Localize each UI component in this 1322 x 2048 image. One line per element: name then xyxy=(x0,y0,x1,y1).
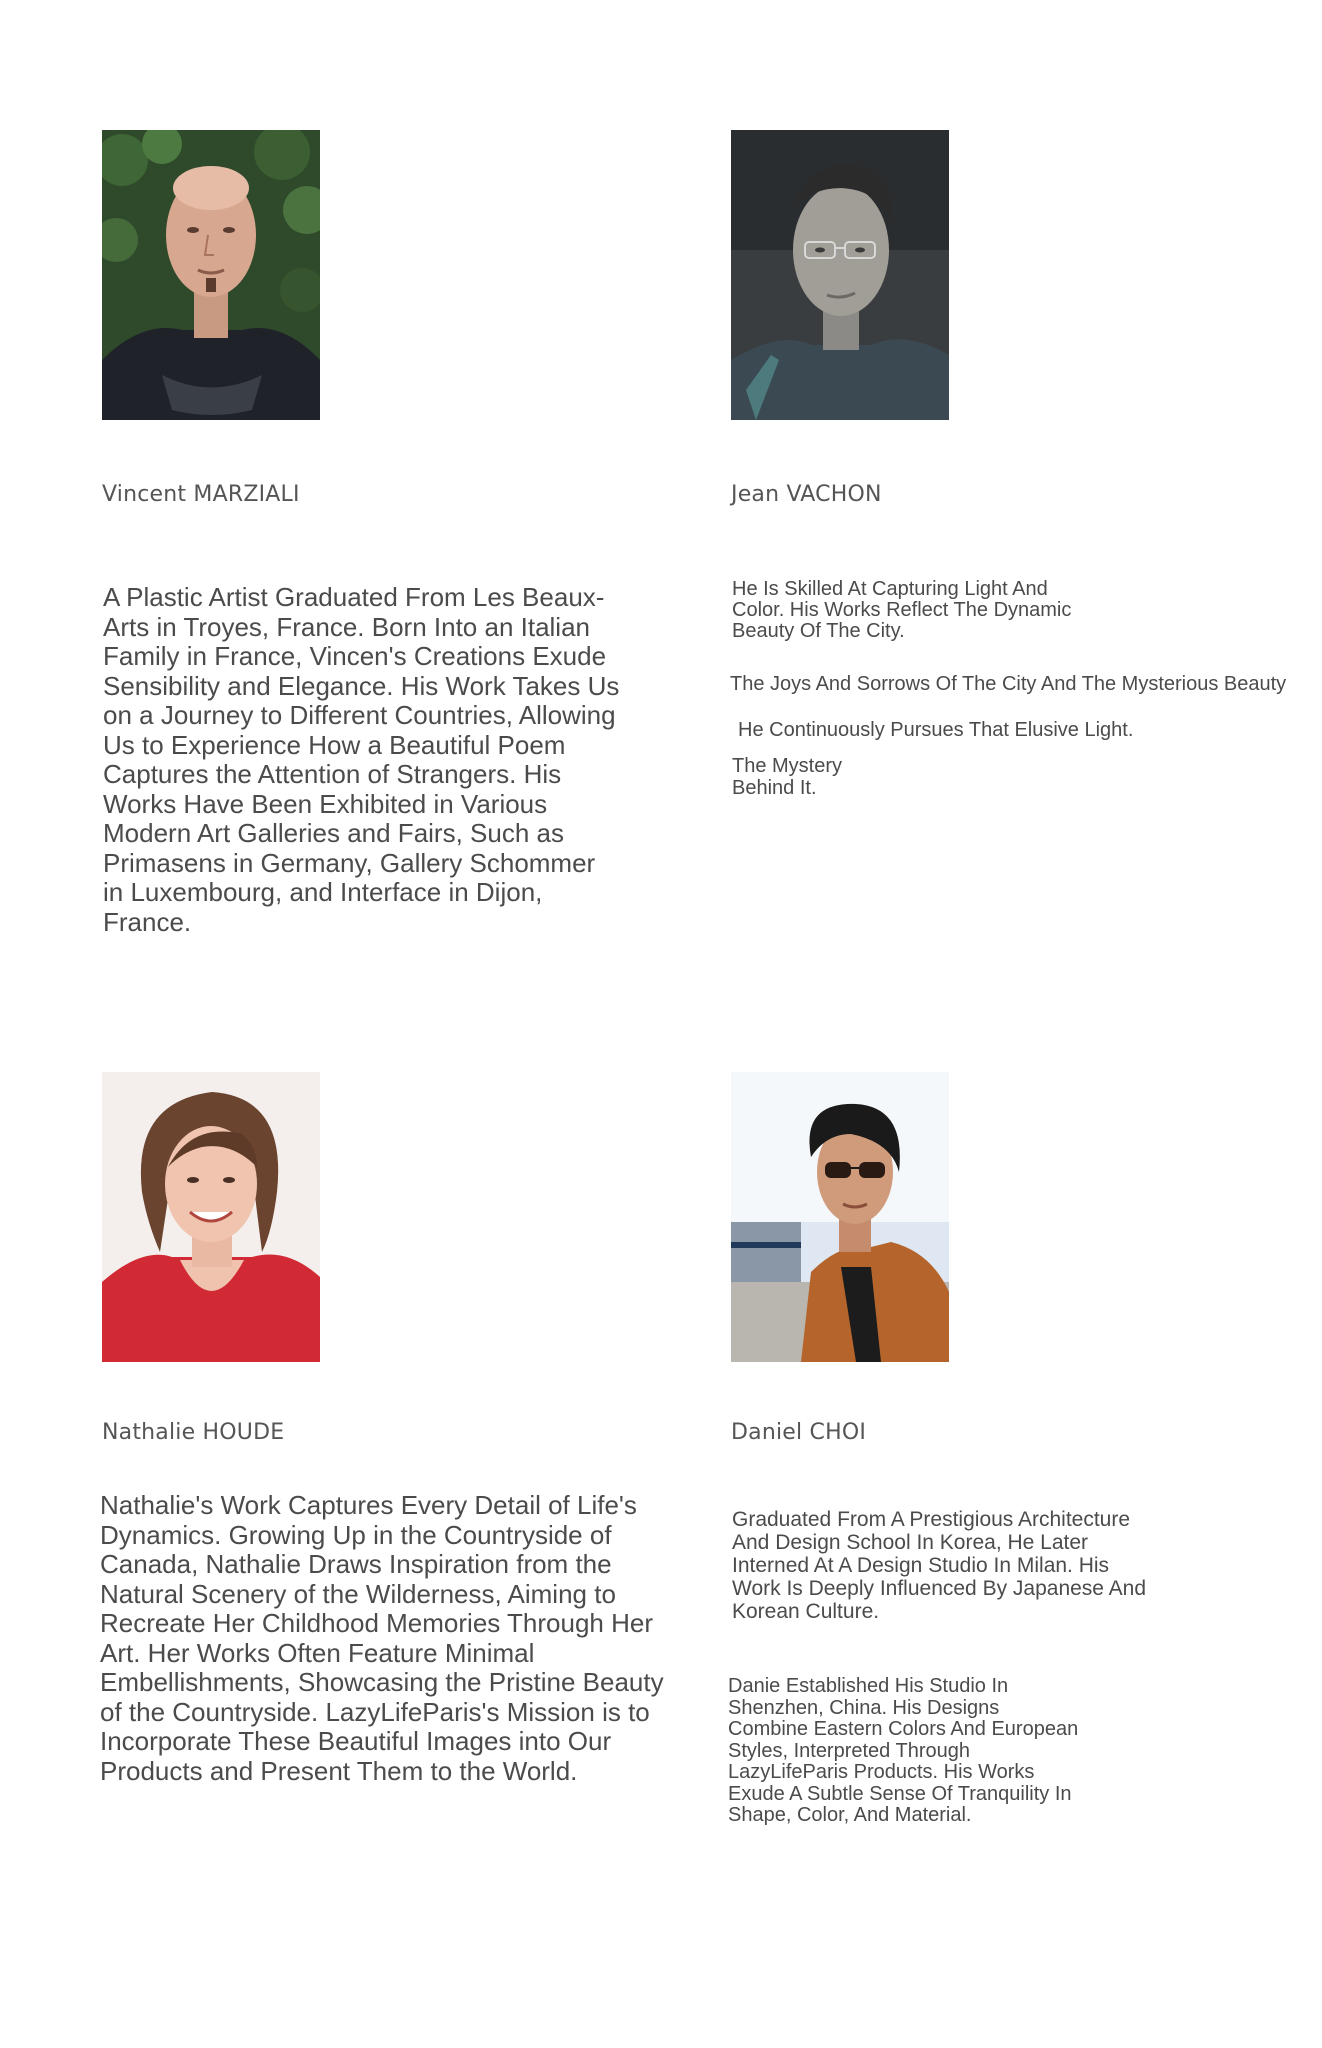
artist-bio-part: The Mystery Behind It. xyxy=(732,755,843,799)
portrait-woman-red-top-icon xyxy=(102,1072,320,1362)
artist-bio-part: The Joys And Sorrows Of The City And The Mysterious Beauty xyxy=(730,673,1287,695)
artist-card-daniel-choi xyxy=(661,1000,1322,2048)
portrait-man-sunglasses-orange-jacket-icon xyxy=(731,1072,949,1362)
artist-name: Nathalie HOUDE xyxy=(102,1420,285,1445)
artist-card-vincent-marziali xyxy=(0,0,661,1000)
artist-bio-part: He Is Skilled At Capturing Light And Color. His Works Reflect The Dynamic Beauty Of The City. xyxy=(732,578,1072,642)
artist-bio-part: Graduated From A Prestigious Architecture And Design School In Korea, He Later Interned At A Design Studio In Milan. His Work Is Deeply Influenced By Japanese And Korean Culture. xyxy=(732,1508,1147,1623)
portrait-man-glasses-grayscale-icon xyxy=(731,130,949,420)
artist-card-jean-vachon xyxy=(661,0,1322,1000)
artist-photo xyxy=(102,1072,320,1362)
artist-bio: Nathalie's Work Captures Every Detail of Life's Dynamics. Growing Up in the Countryside of Canada, Nathalie Draws Inspiration from the Natural Scenery of the Wilderness, Aiming to Recreate Her Childhood Memories Through Her Art. Her Works Often Feature Minimal Embellishments, Showcasing the Pristine Beauty of the Countryside. LazyLifeParis's Mission is to Incorporate These Beautiful Images into Our Products and Present Them to the World. xyxy=(100,1490,664,1786)
artist-card-nathalie-houde xyxy=(0,1000,664,2048)
artist-photo xyxy=(102,130,320,420)
artist-name: Vincent MARZIALI xyxy=(102,482,300,507)
artist-photo xyxy=(731,130,949,420)
artist-photo xyxy=(731,1072,949,1362)
artist-bio-part: He Continuously Pursues That Elusive Light. xyxy=(738,719,1134,741)
artist-name: Jean VACHON xyxy=(731,482,882,507)
artist-bio-part: Danie Established His Studio In Shenzhen, China. His Designs Combine Eastern Colors And European Styles, Interpreted Through LazyLifeParis Products. His Works Exude A Subtle Sense Of Tranquility In Shape, Color, And Material. xyxy=(728,1675,1079,1826)
portrait-man-shaved-head-icon xyxy=(102,130,320,420)
artist-name: Daniel CHOI xyxy=(731,1420,867,1445)
artist-bio: A Plastic Artist Graduated From Les Beaux-Arts in Troyes, France. Born Into an Italian Family in France, Vincen's Creations Exude Sensibility and Elegance. His Work Takes Us on a Journey to Different Countries, Allowing Us to Experience How a Beautiful Poem Captures the Attention of Strangers. His Works Have Been Exhibited in Various Modern Art Galleries and Fairs, Such as Primasens in Germany, Gallery Schommer in Luxembourg, and Interface in Dijon, France. xyxy=(103,582,620,937)
